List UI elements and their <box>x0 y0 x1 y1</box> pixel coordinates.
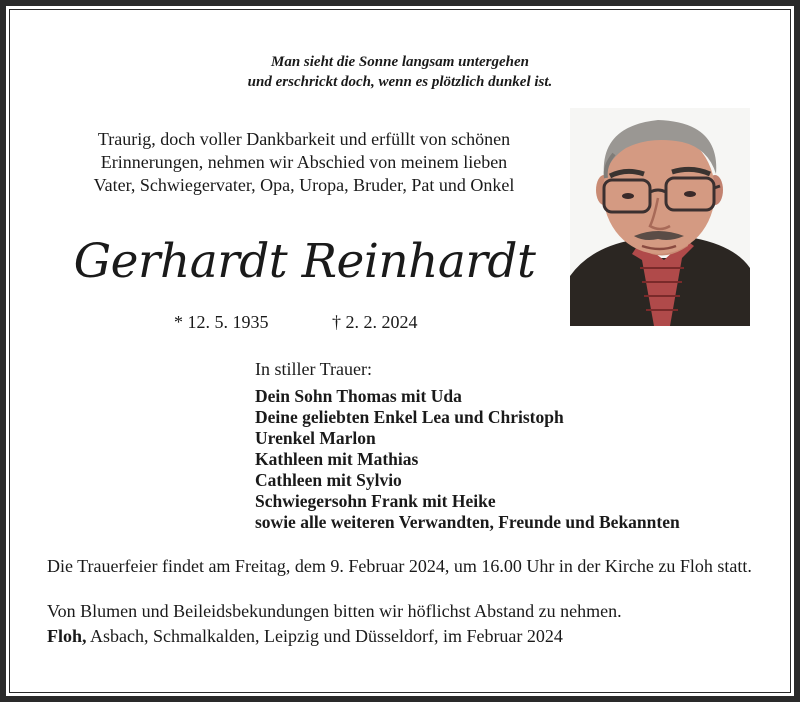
intro-line-1: Traurig, doch voller Dankbarkeit und erfüllt von schönen <box>97 129 511 149</box>
motto-line-1: Man sieht die Sonne langsam untergehen <box>271 54 529 70</box>
motto-line-2: und erschrickt doch, wenn es plötzlich dunkel ist. <box>247 74 553 90</box>
mourner-item: Schwiegersohn Frank mit Heike <box>255 491 496 511</box>
mourner-item: Cathleen mit Sylvio <box>255 470 402 490</box>
mourner-item: Kathleen mit Mathias <box>255 449 419 469</box>
ceremony-notice: Die Trauerfeier findet am Freitag, dem 9. Februar 2024, um 16.00 Uhr in der Kirche zu Floh statt. <box>47 556 752 576</box>
motto <box>0 52 800 92</box>
life-dates <box>174 311 454 335</box>
intro-line-2: Erinnerungen, nehmen wir Abschied von meinem lieben <box>100 152 508 172</box>
birth-date: * 12. 5. 1935 <box>174 312 269 332</box>
mourner-item: Dein Sohn Thomas mit Uda <box>255 386 462 406</box>
mourners-list <box>255 386 680 533</box>
mourner-item: Urenkel Marlon <box>255 428 376 448</box>
place-and-date <box>47 625 563 647</box>
mourner-item: sowie alle weiteren Verwandten, Freunde und Bekannten <box>255 512 680 532</box>
portrait-illustration <box>570 108 750 326</box>
death-date: † 2. 2. 2024 <box>332 312 418 332</box>
place-rest: Asbach, Schmalkalden, Leipzig und Düsseldorf, im Februar 2024 <box>86 626 563 646</box>
place-town: Floh, <box>47 626 87 646</box>
intro-line-3: Vater, Schwiegervater, Opa, Uropa, Bruder, Pat und Onkel <box>93 175 515 195</box>
mourning-heading: In stiller Trauer: <box>255 359 372 379</box>
deceased-name: Gerhardt Reinhardt <box>73 234 536 289</box>
mourner-item: Deine geliebten Enkel Lea und Christoph <box>255 407 564 427</box>
flowers-notice: Von Blumen und Beileidsbekundungen bitten wir höflichst Abstand zu nehmen. <box>47 601 622 621</box>
intro-text <box>54 128 554 197</box>
portrait-photo <box>570 108 750 326</box>
